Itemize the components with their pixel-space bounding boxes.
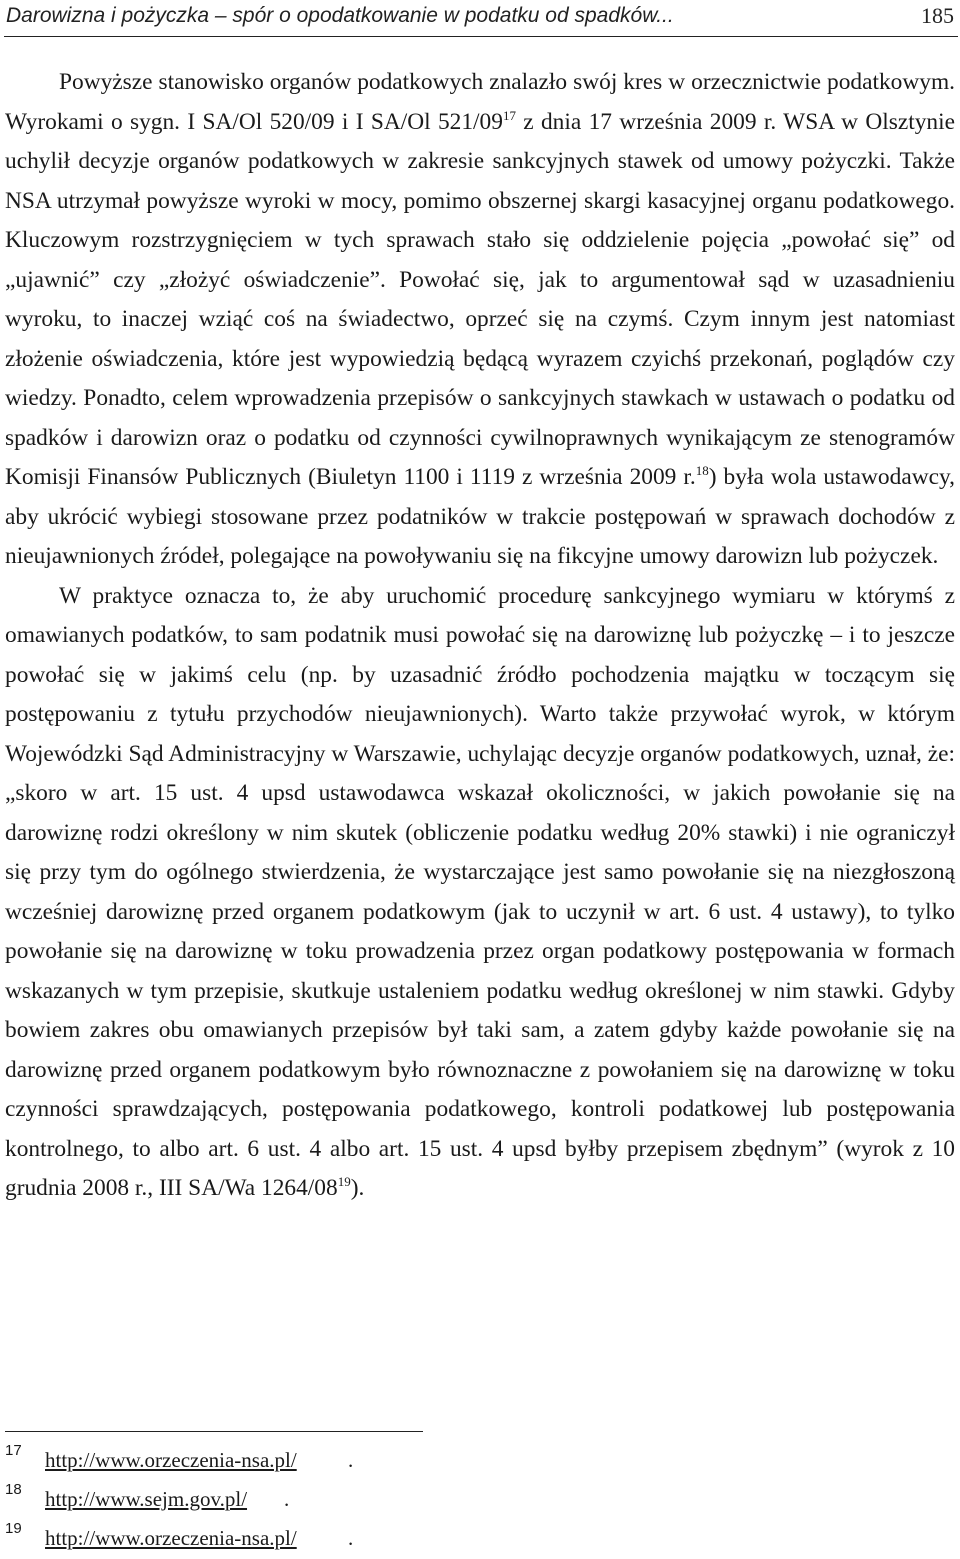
footnote-ref-18: 18	[695, 463, 709, 478]
paragraph-1-text-c: ) była wola ustawodawcy, aby ukrócić wybiegi stosowane przez podatników w trakcie postępowań w sprawach dochodów z nieujawnionych źródeł, polegające na powoływaniu się na fikcyjne umowy darowizn lub pożyczek.	[5, 464, 955, 569]
footnote-link[interactable]: http://www.sejm.gov.pl/	[45, 1487, 248, 1511]
footnotes	[5, 1440, 605, 1557]
footnote-ref-19: 19	[337, 1174, 351, 1189]
footnote-number: 19	[5, 1520, 22, 1537]
footnote-ref-17: 17	[502, 107, 516, 123]
paragraph-2-text-a: W praktyce oznacza to, że aby uruchomić procedurę sankcyjnego wymiaru w którymś z omawianych podatków, to sam podatnik musi powołać się na darowiznę lub pożyczkę – i to jeszcze powołać się w jakimś celu (np. by uzasadnić źródło pochodzenia majątku w toczącym się postępowaniu z tytułu przychodów nieujawnionych). Warto także przywołać wyrok, w którym Wojewódzki Sąd Administracyjny w Warszawie, uchylając decyzje organów podatkowych, uznał, że: „skoro w art. 15 ust. 4 upsd ustawodawca wskazał okoliczności, w jakich powołanie się na darowiznę rodzi określony w nim skutek (obliczenie podatku według 20% stawki) i nie ograniczył się przy tym do ogólnego stwierdzenia, że wystarczające jest samo powołanie się na niezgłoszoną wcześniej darowiznę przed organem podatkowym (jak to uczynił w art. 6 ust. 4 ustawy), to tylko powołanie się na darowiznę w toku prowadzenia przez organ podatkowy postępowania w formach wskazanych w tym przepisie, skutkuje ustaleniem podatku według określonej w nim stawki. Gdyby bowiem zakres obu omawianych przepisów był taki sam, a zatem gdyby każde powołanie się na darowiznę przed organem podatkowym było równoznaczne z powołaniem się na darowiznę w toku czynności sprawdzających, postępowania podatkowego, kontroli podatkowej lub postępowania kontrolnego, to albo art. 6 ust. 4 albo art. 15 ust. 4 upsd byłby przepisem zbędnym” (wyrok z 10 grudnia 2008 r., III SA/Wa 1264/08	[5, 582, 955, 1201]
paragraph-1-text-a: Powyższe stanowisko organów podatkowych znalazło swój kres w orzecznictwie podatkowym. Wyrokami o sygn. I SA/Ol 520/09 i I SA/Ol 521/09	[5, 69, 955, 135]
footnote-17	[5, 1440, 605, 1479]
page-number: 185	[921, 3, 954, 28]
body-text	[5, 63, 955, 1209]
footnote-18	[5, 1479, 605, 1518]
paragraph-2-text-b: ).	[350, 1175, 365, 1201]
footnote-period: .	[348, 1526, 354, 1550]
footnote-link[interactable]: http://www.orzeczenia-nsa.pl/	[45, 1448, 297, 1472]
paragraph-1	[5, 63, 955, 577]
paragraph-1-text-b: z dnia 17 września 2009 r. WSA w Olsztynie uchylił decyzje organów podatkowych w zakresie sankcyjnych stawek od umowy pożyczki. Także NSA utrzymał powyższe wyroki w mocy, pomimo obszernej skargi kasacyjnej organu podatkowego. Kluczowym rozstrzygnięciem w tych sprawach stało się oddzielenie pojęcia „powołać się” od „ujawnić” czy „złożyć oświadczenie”. Powołać się, jak to argumentował sąd w uzasadnieniu wyroku, to inaczej wziąć coś na świadectwo, oprzeć się na czymś. Czym innym jest natomiast złożenie oświadczenia, które jest wypowiedzią będącą wyrazem czyichś przekonań, poglądów czy wiedzy. Ponadto, celem wprowadzenia przepisów o sankcyjnych stawkach w ustawach o podatku od spadków i darowizn oraz o podatku od czynności cywilnoprawnych wynikającym ze stenogramów Komisji Finansów Publicznych (Biuletyn 1100 i 1119 z września 2009 r.	[5, 108, 955, 490]
paragraph-2	[5, 577, 955, 1209]
footnote-divider	[5, 1431, 423, 1432]
footnote-number: 18	[5, 1481, 22, 1498]
running-title: Darowizna i pożyczka – spór o opodatkowanie w podatku od spadków...	[6, 4, 674, 27]
footnote-link[interactable]: http://www.orzeczenia-nsa.pl/	[45, 1526, 297, 1550]
footnote-number: 17	[5, 1442, 22, 1459]
footnote-19	[5, 1518, 605, 1557]
footnote-period: .	[348, 1448, 354, 1472]
running-header	[4, 2, 958, 37]
footnote-period: .	[284, 1487, 290, 1511]
